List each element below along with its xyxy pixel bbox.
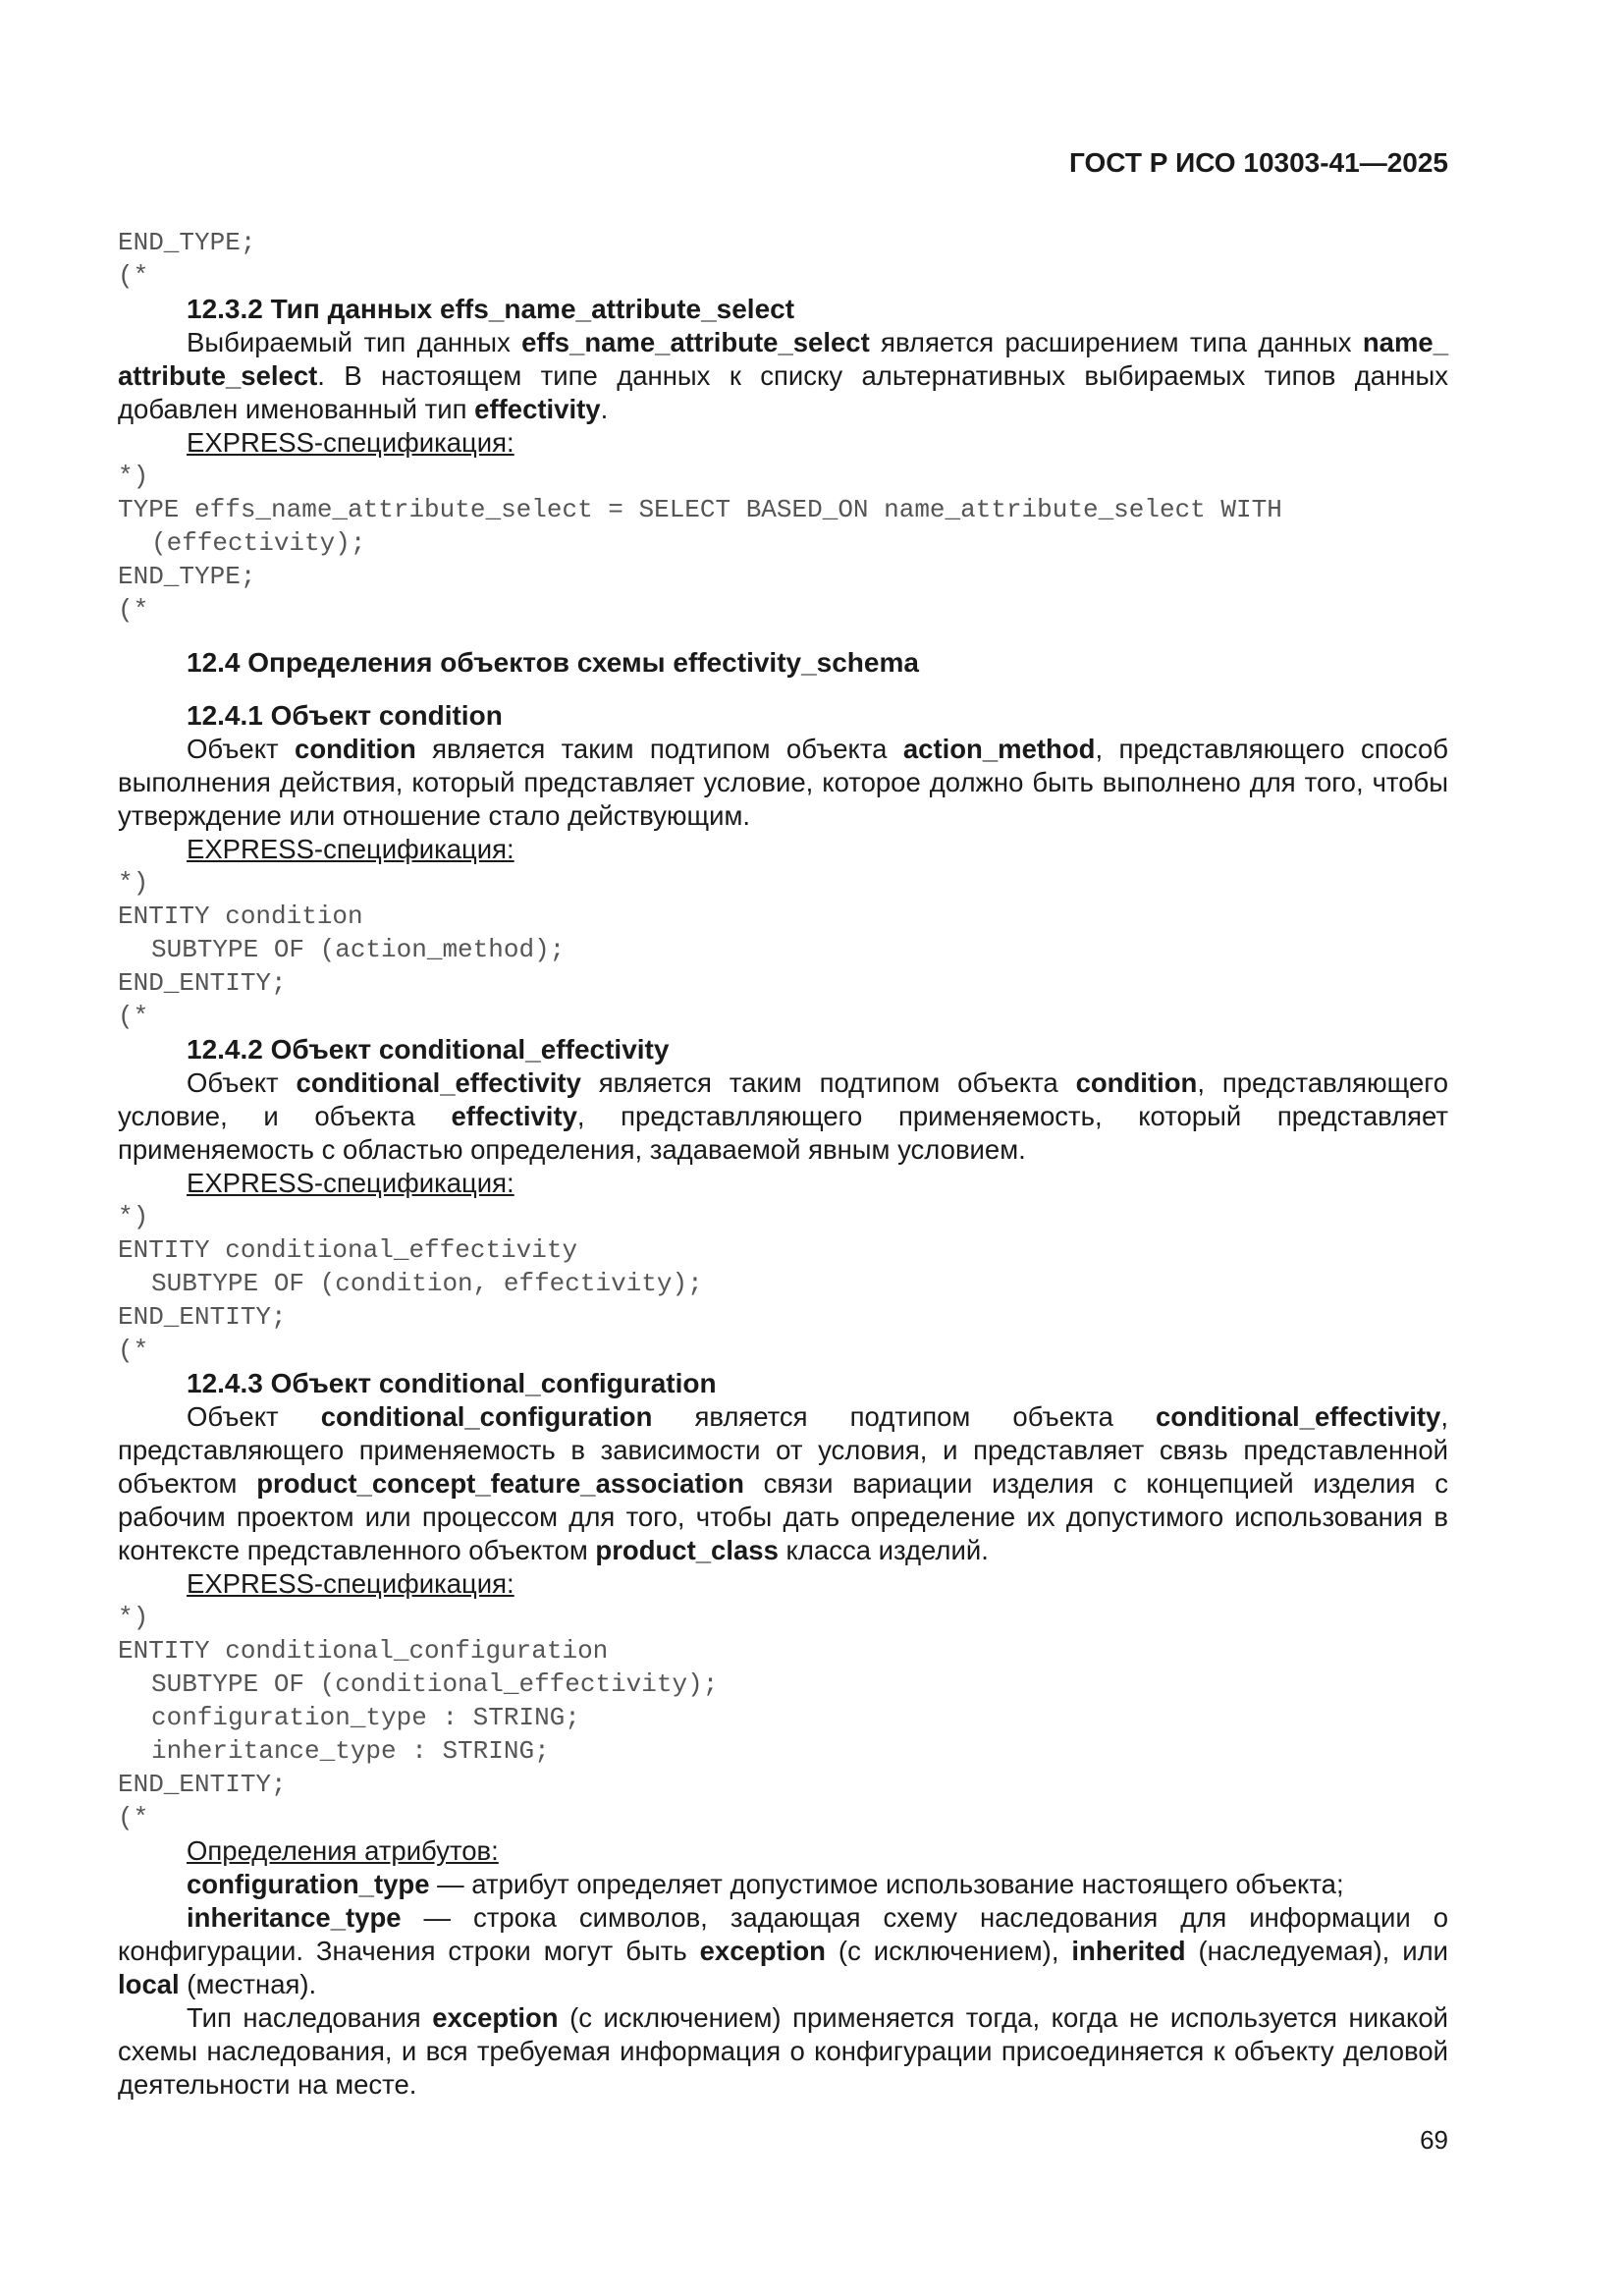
code-block-top [118, 226, 1448, 293]
paragraph: Объект condition является таким подтипом объекта action_method, представляющего способ выполнения действия, который представляет условие, которое должно быть выполнено для того, чтобы утверждение или отношение стало действующим. [118, 734, 1448, 831]
code-block: *) ENTITY condition SUBTYPE OF (action_method); END_ENTITY; (* [118, 868, 566, 1031]
attribute-definition: inheritance_type — строка символов, задающая схему наследования для информации о конфигурации. Значения строки могут быть exception (с исключением), inherited (наследуемая), или local (местная). [118, 1902, 1449, 1999]
paragraph: Объект conditional_configuration является подтипом объекта conditional_effectivity, представляющего применяемость в зависимости от условия, и представляет связь представленной объектом product_concept_feature_association связи вариации изделия с концепцией изделия с рабочим проектом или процессом для того, чтобы дать определение их допустимого использования в контексте представленного объектом product_class класса изделий. [118, 1401, 1448, 1565]
attribute-definition: configuration_type — атрибут определяет допустимое использование настоящего объекта; [187, 1869, 1344, 1899]
paragraph: Тип наследования exception (с исключением) применяется тогда, когда не используется никакой схемы наследования, и вся требуемая информация о конфигурации присоединяется к объекту деловой деятельности на месте. [118, 2002, 1448, 2100]
page-number: 69 [1420, 2125, 1448, 2155]
express-spec-label: EXPRESS-спецификация: [187, 427, 514, 458]
code-line: (* [118, 261, 149, 291]
code-block: *) ENTITY conditional_configuration SUBTYPE OF (conditional_effectivity); configuration_type : STRING; inheritance_type : STRING; END_ENTITY; (* [118, 1603, 719, 1832]
section-heading-12-4-1: 12.4.1 Объект condition [187, 700, 503, 731]
section-heading-12-3-2: 12.3.2 Тип данных effs_name_attribute_select [187, 294, 795, 324]
express-spec-label: EXPRESS-спецификация: [187, 834, 514, 864]
section-heading-12-4-3: 12.4.3 Объект conditional_configuration [187, 1368, 717, 1398]
code-block: *) ENTITY conditional_effectivity SUBTYPE OF (condition, effectivity); END_ENTITY; (* [118, 1202, 703, 1365]
code-block: *) TYPE effs_name_attribute_select = SELECT BASED_ON name_attribute_select WITH (effectivity); END_TYPE; (* [118, 462, 1282, 625]
paragraph: Выбираемый тип данных effs_name_attribute_select является расширением типа данных name_ attribute_select. В настоящем типе данных к списку альтернативных выбираемых типов данных добавлен именованный тип effectivity. [118, 327, 1448, 424]
section-heading-12-4-2: 12.4.2 Объект conditional_effectivity [187, 1034, 670, 1065]
section-heading-12-4: 12.4 Определения объектов схемы effectivity_schema [187, 647, 919, 678]
page-content [118, 226, 1448, 2102]
express-spec-label: EXPRESS-спецификация: [187, 1168, 514, 1198]
express-spec-label: EXPRESS-спецификация: [187, 1568, 514, 1599]
document-header: ГОСТ Р ИСО 10303-41—2025 [1069, 147, 1448, 178]
code-line: END_TYPE; [118, 228, 256, 257]
paragraph: Объект conditional_effectivity является таким подтипом объекта condition, представляющего условие, и объекта effectivity, представлляющего применяемость, который представляет применяемость с областью определения, задаваемой явным условием. [118, 1067, 1449, 1165]
attribute-definitions-title: Определения атрибутов: [187, 1835, 499, 1866]
